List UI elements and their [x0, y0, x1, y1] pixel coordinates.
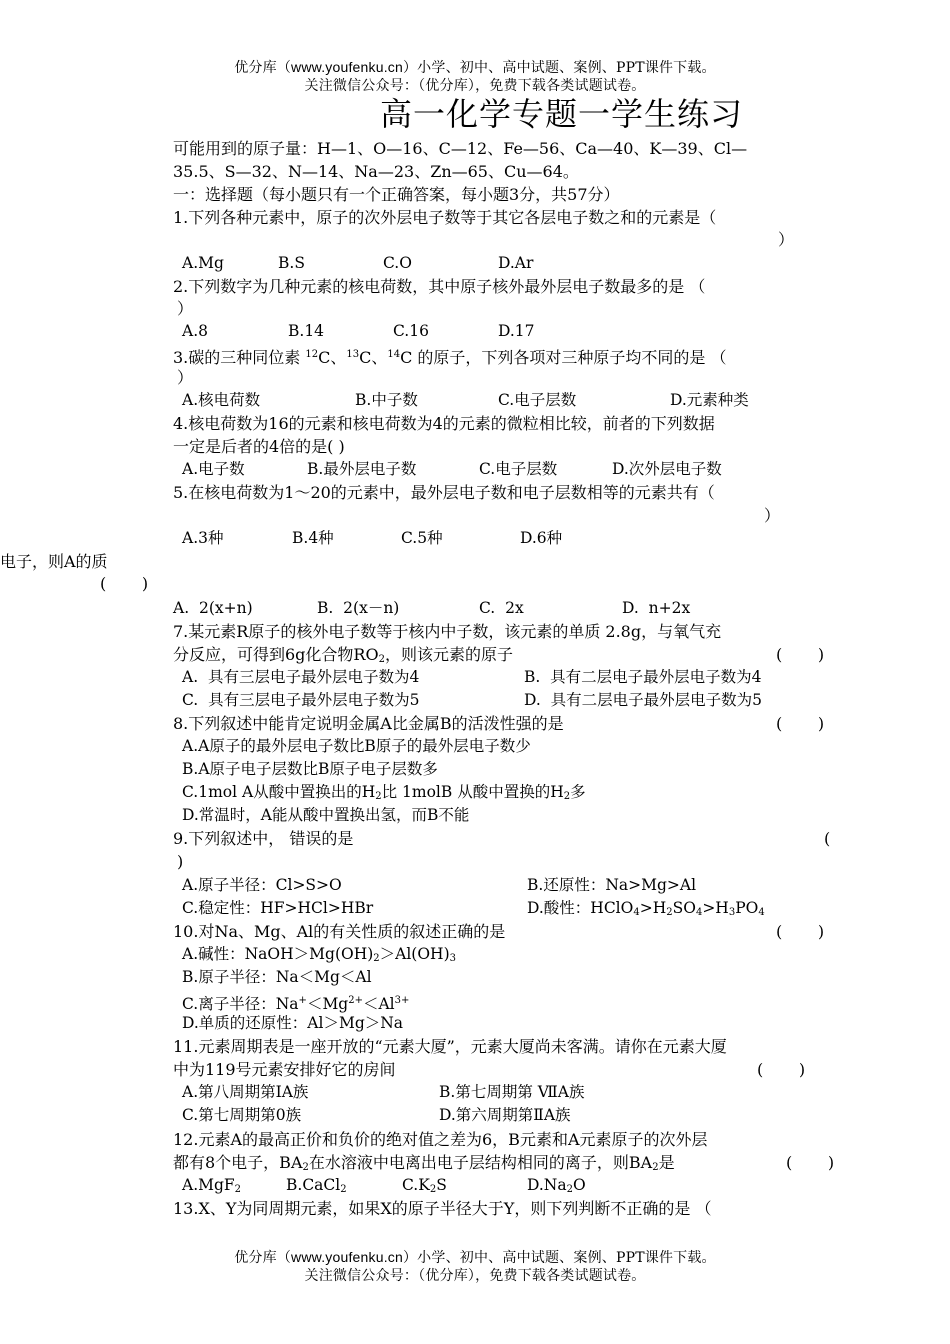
- answer-paren: ）: [177, 299, 194, 318]
- question-9-stem: 9.下列叙述中， 错误的是: [173, 829, 354, 848]
- subscript: 2: [563, 791, 571, 802]
- option: D.17: [498, 322, 535, 340]
- option: B. 具有二层电子最外层电子数为4: [524, 668, 762, 686]
- header-line-2: 关注微信公众号：（优分库），免费下载各类试题试卷。: [304, 78, 646, 94]
- option-text: A.MgF: [182, 1176, 235, 1194]
- footer-text: 优分库（: [234, 1250, 292, 1266]
- option-text: A.碱性：NaOH＞Mg(OH): [182, 945, 374, 963]
- footer-line-2: 关注微信公众号：（优分库），免费下载各类试题试卷。: [304, 1268, 646, 1284]
- option: C.稳定性：HF>HCl>HBr: [182, 899, 374, 917]
- footer-url: www.youfenku.cn: [291, 1249, 403, 1265]
- option: C.O: [383, 254, 412, 272]
- question-4-stem: 一定是后者的4倍的是( ): [173, 437, 345, 456]
- option: A.电子数: [182, 460, 245, 478]
- option: B.原子半径：Na＜Mg＜Al: [182, 968, 372, 986]
- subscript: 2: [566, 1184, 573, 1195]
- option: D.常温时，A能从酸中置换出氢，而B不能: [182, 806, 470, 824]
- question-11-stem: 11.元素周期表是一座开放的“元素大厦”，元素大厦尚未客满。请你在元素大厦: [173, 1037, 727, 1056]
- superscript: +: [298, 995, 307, 1006]
- option-text: D.Na: [527, 1176, 567, 1194]
- option: B.还原性：Na>Mg>Al: [527, 876, 697, 894]
- subscript: 2: [373, 953, 380, 964]
- option: C.第七周期第0族: [182, 1106, 302, 1124]
- option-text: C.1mol A从酸中置换出的H: [182, 783, 376, 801]
- question-13-stem: 13.X、Y为同周期元素，如果X的原子半径大于Y，则下列判断不正确的是 （: [173, 1199, 712, 1218]
- option: D.6种: [520, 529, 563, 547]
- option-text: 多: [570, 783, 586, 801]
- atomic-masses: 可能用到的原子量：H—1、O—16、C—12、Fe—56、Ca—40、K—39、Cl—: [173, 139, 748, 158]
- option: C.电子层数: [479, 460, 558, 478]
- option: C.16: [393, 322, 429, 340]
- subscript: 3: [728, 907, 736, 918]
- option-text: >H: [639, 899, 667, 917]
- option-text: PO: [735, 899, 759, 917]
- superscript: 2+: [348, 995, 363, 1006]
- answer-paren: ）: [764, 506, 781, 525]
- question-5-stem: 5.在核电荷数为1～20的元素中，最外层电子数和电子层数相等的元素共有（: [173, 483, 715, 502]
- option-text: SO: [672, 899, 696, 917]
- option: B.S: [278, 254, 305, 272]
- subscript: 2: [340, 1184, 347, 1195]
- subscript: 2: [652, 1162, 659, 1173]
- page-title: 高一化学专题一学生练习: [380, 95, 744, 133]
- answer-paren: ( ): [776, 714, 825, 733]
- option: B.4种: [292, 529, 334, 547]
- subscript: 2: [378, 654, 385, 665]
- option-text: ＜Al: [362, 995, 395, 1013]
- answer-paren: (: [824, 829, 831, 848]
- option-text: D.酸性：HClO: [527, 899, 634, 917]
- option: C. 2x: [479, 599, 524, 617]
- stem-text: 分反应，可得到6g化合物RO: [173, 645, 379, 664]
- superscript: 14: [387, 349, 401, 360]
- stem-text: 都有8个电子，BA: [173, 1153, 303, 1172]
- option: B.中子数: [355, 391, 418, 409]
- subscript: 2: [302, 1162, 309, 1173]
- superscript: 13: [346, 349, 360, 360]
- option: A.8: [182, 322, 208, 340]
- option: B.第七周期第 ⅦA族: [439, 1083, 585, 1101]
- question-12-stem: [173, 1151, 835, 1179]
- option: B.A原子电子层数比B原子电子层数多: [182, 760, 438, 778]
- option-text: S: [436, 1176, 447, 1194]
- question-8-stem: 8.下列叙述中能肯定说明金属A比金属B的活泼性强的是: [173, 714, 564, 733]
- stem-text: C、: [359, 348, 388, 367]
- question-7-stem: 7.某元素R原子的核外电子数等于核内中子数，该元素的单质 2.8g，与氧气充: [173, 622, 722, 641]
- option: A.核电荷数: [182, 391, 261, 409]
- question-11-stem: 中为119号元素安排好它的房间: [173, 1060, 396, 1079]
- atomic-masses: 35.5、S—32、N—14、Na—23、Zn—65、Cu—64。: [173, 162, 579, 181]
- answer-paren: ）: [177, 368, 194, 387]
- header-text: ）小学、初中、高中试题、案例、PPT课件下载。: [402, 60, 716, 76]
- option-text: B.CaCl: [286, 1176, 341, 1194]
- section-heading: 一：选择题（每小题只有一个正确答案，每小题3分，共57分）: [173, 185, 620, 204]
- answer-paren: ( ): [786, 1153, 835, 1172]
- question-2-stem: 2.下列数字为几种元素的核电荷数，其中原子核外最外层电子数最多的是 （: [173, 277, 706, 296]
- subscript: 2: [429, 1184, 437, 1195]
- option: A. 2(x+n): [173, 599, 253, 617]
- option-text: >H: [702, 899, 729, 917]
- option-text: ＞Al(OH): [379, 945, 450, 963]
- option: D. n+2x: [622, 599, 691, 617]
- stem-text: 在水溶液中电离出电子层结构相同的离子，则BA: [308, 1153, 653, 1172]
- question-6-fragment: 电子，则A的质: [0, 552, 108, 571]
- option: D.次外层电子数: [612, 460, 722, 478]
- subscript: 4: [758, 907, 765, 918]
- option-text: C.K: [402, 1176, 430, 1194]
- option: D.单质的还原性：Al＞Mg＞Na: [182, 1014, 404, 1032]
- footer-line-1: [0, 1248, 950, 1267]
- stem-text: C、: [318, 348, 347, 367]
- stem-text: ，则该元素的原子: [384, 645, 513, 664]
- subscript: 4: [695, 907, 703, 918]
- subscript: 2: [375, 791, 382, 802]
- question-12-stem: 12.元素A的最高正价和负价的绝对值之差为6，B元素和A元素原子的次外层: [173, 1130, 708, 1149]
- subscript: 2: [234, 1184, 242, 1195]
- option: D.第六周期第ⅡA族: [439, 1106, 571, 1124]
- header-text: 优分库（: [234, 60, 292, 76]
- stem-text: 是: [658, 1153, 675, 1172]
- option-text: 比 1molB 从酸中置换的H: [381, 783, 564, 801]
- option: C.电子层数: [498, 391, 577, 409]
- question-10-stem: 10.对Na、Mg、Al的有关性质的叙述正确的是: [173, 922, 506, 941]
- stem-text: C 的原子，下列各项对三种原子均不同的是 （: [400, 348, 727, 367]
- option: D.元素种类: [670, 391, 749, 409]
- option: A.3种: [182, 529, 224, 547]
- answer-paren: ( ): [757, 1060, 806, 1079]
- header-url: www.youfenku.cn: [291, 59, 403, 75]
- header-line-1: [0, 58, 950, 77]
- option: C. 具有三层电子最外层电子数为5: [182, 691, 420, 709]
- option: C.5种: [401, 529, 443, 547]
- option: A.原子半径：Cl>S>O: [182, 876, 342, 894]
- question-4-stem: 4.核电荷数为16的元素和核电荷数为4的元素的微粒相比较，前者的下列数据: [173, 414, 715, 433]
- option: A. 具有三层电子最外层电子数为4: [182, 668, 420, 686]
- question-3-stem: [173, 343, 835, 369]
- option: D. 具有二层电子最外层电子数为5: [524, 691, 763, 709]
- superscript: 3+: [394, 995, 410, 1006]
- answer-paren: ）: [778, 230, 795, 249]
- option: A.第八周期第IA族: [182, 1083, 309, 1101]
- subscript: 4: [633, 907, 640, 918]
- option: B.最外层电子数: [307, 460, 417, 478]
- option: B. 2(x－n): [317, 599, 400, 617]
- option-text: ＜Mg: [306, 995, 349, 1013]
- option: A.Mg: [182, 254, 224, 272]
- stem-text: 3.碳的三种同位素: [173, 348, 306, 367]
- footer-text: ）小学、初中、高中试题、案例、PPT课件下载。: [402, 1250, 716, 1266]
- option-text: C.离子半径：Na: [182, 995, 299, 1013]
- answer-paren: ): [177, 852, 184, 871]
- answer-paren: ( ): [776, 645, 825, 664]
- option-text: O: [572, 1176, 586, 1194]
- question-1-stem: 1.下列各种元素中，原子的次外层电子数等于其它各层电子数之和的元素是（: [173, 208, 717, 227]
- subscript: 2: [666, 907, 673, 918]
- answer-paren: ( ): [776, 922, 825, 941]
- subscript: 3: [449, 953, 456, 964]
- option: A.A原子的最外层电子数比B原子的最外层电子数少: [182, 737, 531, 755]
- answer-paren: ( ): [100, 574, 149, 593]
- option: B.14: [288, 322, 325, 340]
- superscript: 12: [305, 349, 319, 360]
- option: D.Ar: [498, 254, 534, 272]
